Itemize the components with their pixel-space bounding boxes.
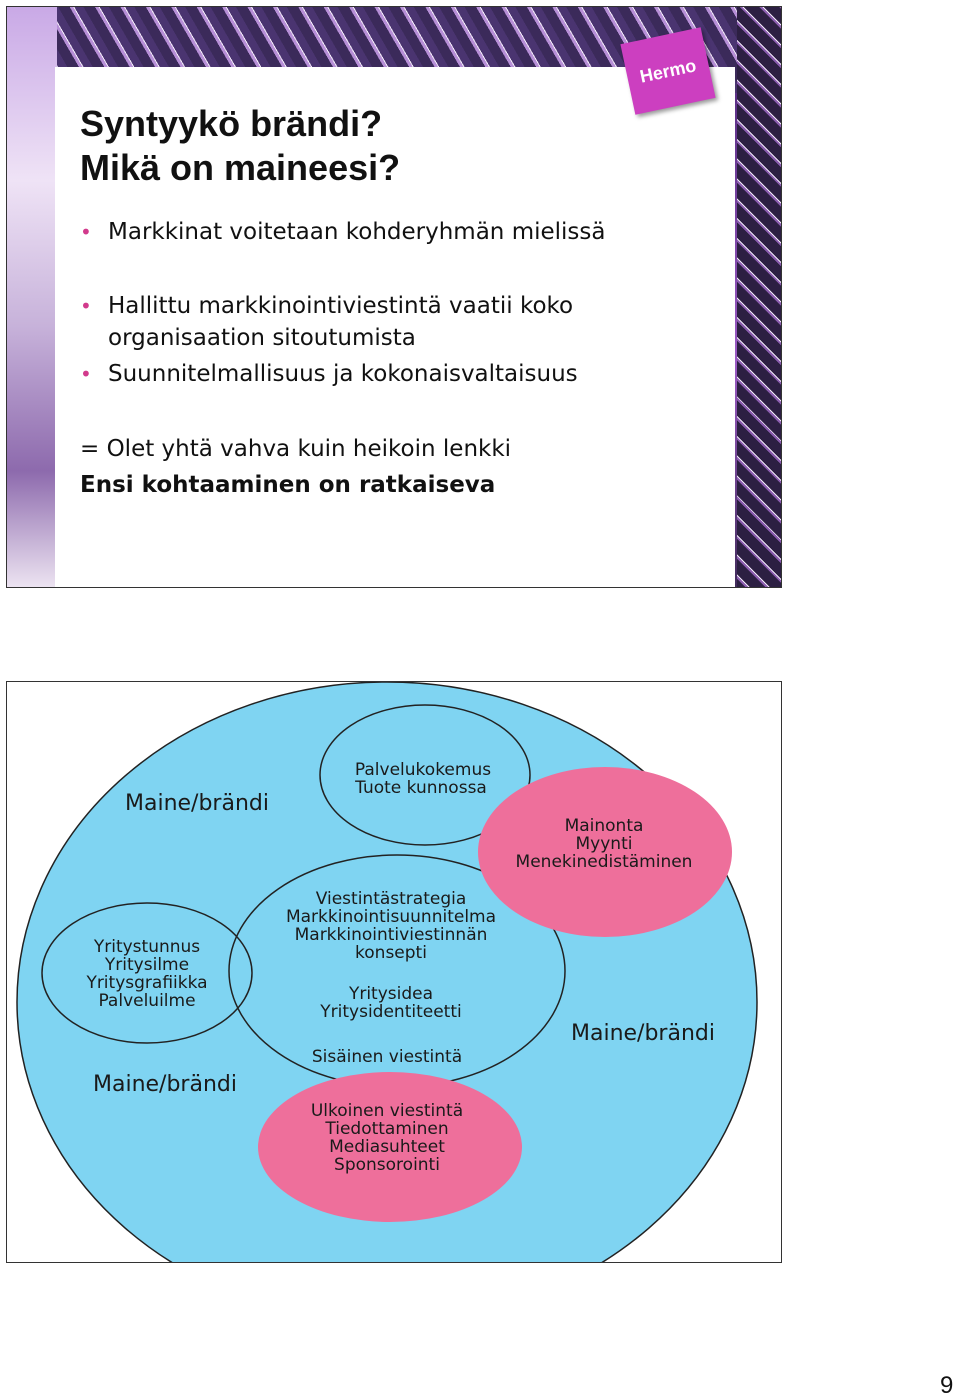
strategy-text: Viestintästrategia	[315, 889, 467, 909]
strategy-text: Markkinointisuunnitelma	[285, 907, 497, 927]
decorative-structure-right	[737, 7, 781, 587]
outer-label: Maine/brändi	[93, 1072, 237, 1097]
strategy-text: Sisäinen viestintä	[311, 1047, 463, 1067]
page-number: 9	[940, 1372, 954, 1399]
outer-label: Maine/brändi	[571, 1021, 715, 1046]
strategy-text: konsepti	[355, 943, 427, 963]
bullet-item: • Hallittu markkinointiviestintä vaatii koko organisaation sitoutumista	[80, 290, 720, 354]
identity-text: Yritystunnus	[93, 937, 201, 957]
identity-text: Palveluilme	[98, 991, 196, 1011]
outer-label: Maine/brändi	[125, 791, 269, 816]
bullet-item: • Markkinat voitetaan kohderyhmän mielissä	[80, 216, 720, 248]
bullet-list	[80, 216, 720, 390]
service-text: Palvelukokemus	[354, 760, 492, 780]
title-line-1: Syntyykö brändi?	[80, 103, 383, 144]
service-text: Tuote kunnossa	[355, 778, 487, 798]
external-text: Ulkoinen viestintä	[310, 1101, 464, 1121]
bullet-item: • Suunnitelmallisuus ja kokonaisvaltaisuus	[80, 358, 720, 390]
slide-title	[80, 102, 400, 190]
marketing-text: Menekinedistäminen	[515, 852, 693, 872]
logo-text: Hermo	[637, 54, 698, 87]
brand-diagram	[7, 682, 781, 1262]
external-text: Mediasuhteet	[329, 1137, 445, 1157]
strategy-text: Markkinointiviestinnän	[294, 925, 488, 945]
identity-text: Yritysgrafiikka	[86, 973, 208, 993]
external-text: Sponsorointi	[334, 1155, 440, 1175]
marketing-text: Myynti	[575, 834, 633, 854]
slide-2-diagram	[6, 681, 782, 1263]
title-line-2: Mikä on maineesi?	[80, 147, 401, 188]
marketing-text: Mainonta	[564, 816, 644, 836]
identity-text: Yritysilme	[104, 955, 190, 975]
external-text: Tiedottaminen	[325, 1119, 449, 1139]
strategy-text: Yritysidea	[348, 984, 434, 1004]
decorative-structure-left	[7, 7, 57, 587]
conclusion-bold-line: Ensi kohtaaminen on ratkaiseva	[80, 472, 496, 498]
conclusion-line: = Olet yhtä vahva kuin heikoin lenkki	[80, 436, 512, 462]
strategy-text: Yritysidentiteetti	[320, 1002, 462, 1022]
